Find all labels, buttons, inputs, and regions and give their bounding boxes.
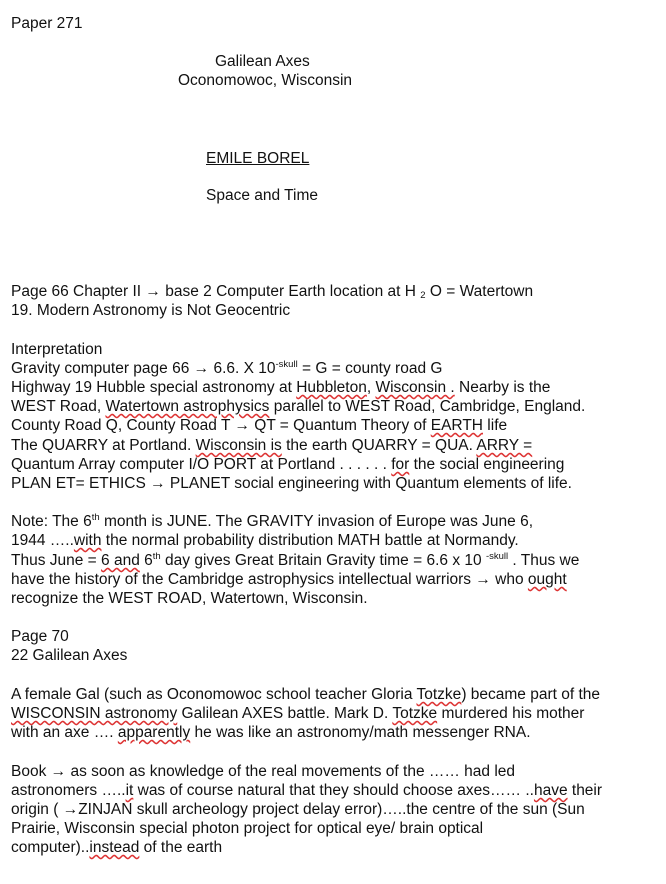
doc-title: Galilean Axes (215, 53, 310, 70)
arrow-icon: → (234, 417, 250, 434)
text-line: have the history of the Cambridge astrophysics intellectual warriors → who ought (11, 571, 567, 588)
interpretation-heading: Interpretation (11, 341, 103, 358)
text-line: Gravity computer page 66 → 6.6. X $10^{-skull} = G$ = county road G (11, 359, 443, 377)
page-70-heading: Page 70 (11, 628, 69, 645)
text-line: Thus June = 6 and 6th day gives Great Britain Gravity time = 6.6 x 10 $^{-skull}$ . Thus we (11, 551, 580, 569)
arrow-icon: → (150, 475, 166, 492)
text-line: Prairie, Wisconsin special photon project for optical eye/ brain optical (11, 820, 484, 837)
text-line: Note: The 6th month is JUNE. The GRAVITY invasion of Europe was June 6, (11, 512, 533, 530)
text-line: origin ( →ZINJAN skull archeology project delay error)…..the centre of the sun (Sun (11, 801, 585, 818)
text-line: with an axe …. apparently he was like an astronomy/math messenger RNA. (11, 724, 531, 741)
text-line: WEST Road, Watertown astrophysics parallel to WEST Road, Cambridge, England. (11, 398, 586, 415)
text-line: computer)..instead of the earth (11, 839, 223, 856)
text-line: Quantum Array computer I/O PORT at Portland . . . . . . for the social engineering (11, 456, 565, 473)
text-line: County Road Q, County Road T → QT = Quantum Theory of EARTH life (11, 417, 508, 434)
text-line: The QUARRY at Portland. Wisconsin is the earth QUARRY = QUA. ARRY = (11, 437, 533, 454)
text-line: astronomers …..it was of course natural that they should choose axes…… ..have their (11, 782, 603, 799)
text-line: WISCONSIN astronomy Galilean AXES battle. Mark D. Totzke murdered his mother (11, 705, 585, 722)
text-line: 1944 …..with the normal probability distribution MATH battle at Normandy. (11, 532, 519, 549)
text-line: A female Gal (such as Oconomowoc school teacher Gloria Totzke) became part of the (11, 686, 601, 703)
section-19-heading: 19. Modern Astronomy is Not Geocentric (11, 302, 291, 319)
text-line: Book → as soon as knowledge of the real movements of the …… had led (11, 763, 516, 780)
text-line: Highway 19 Hubble special astronomy at Hubbleton, Wisconsin . Nearby is the (11, 379, 551, 396)
arrow-icon: → (50, 763, 67, 780)
arrow-icon: → (193, 360, 210, 377)
paper-number: Paper 271 (11, 15, 83, 32)
text-line: recognize the WEST ROAD, Watertown, Wisconsin. (11, 590, 368, 607)
author-name: EMILE BOREL (206, 150, 310, 167)
text-line: PLAN ET= ETHICS → PLANET social engineering with Quantum elements of life. (11, 475, 572, 492)
page-66-heading: Page 66 Chapter II → base 2 Computer Earth location at H $_2$ O = Watertown (11, 283, 534, 301)
doc-location: Oconomowoc, Wisconsin (178, 72, 353, 89)
arrow-icon: → (62, 801, 79, 818)
arrow-icon: → (145, 283, 161, 300)
book-title: Space and Time (206, 187, 319, 204)
section-22-heading: 22 Galilean Axes (11, 647, 128, 664)
arrow-icon: → (475, 571, 491, 588)
